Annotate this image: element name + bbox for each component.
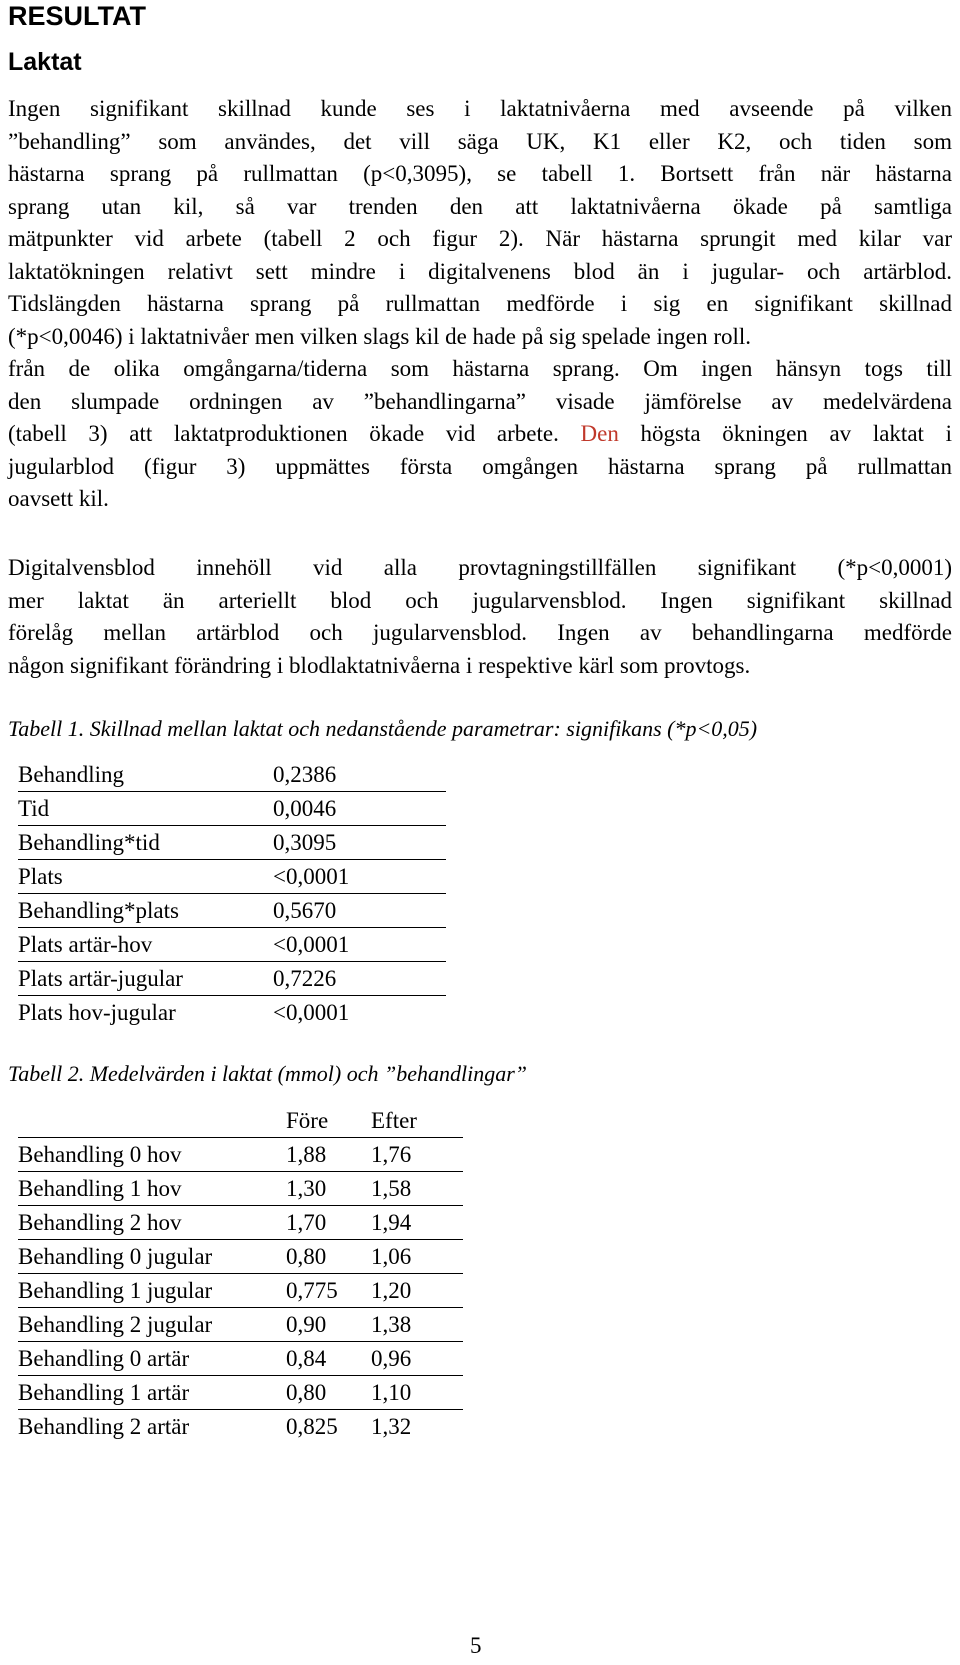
table-cell-before: 1,70	[286, 1206, 371, 1240]
table-cell-value: <0,0001	[273, 928, 446, 962]
table-cell-label: Tid	[18, 792, 273, 826]
subsection-heading: Laktat	[8, 48, 82, 76]
table-cell-label: Behandling 1 artär	[18, 1376, 286, 1410]
table-cell-label: Behandling	[18, 758, 273, 792]
table-cell-label: Behandling 1 jugular	[18, 1274, 286, 1308]
table-cell-after: 0,96	[371, 1342, 463, 1376]
significance-table	[18, 758, 446, 1029]
table-cell-label: Behandling*plats	[18, 894, 273, 928]
table-cell-label: Behandling 2 hov	[18, 1206, 286, 1240]
table-cell-label: Behandling 0 artär	[18, 1342, 286, 1376]
table-cell-label: Behandling 1 hov	[18, 1172, 286, 1206]
table-cell-value: 0,0046	[273, 792, 446, 826]
table-header-cell: Efter	[371, 1104, 463, 1138]
table-cell-label: Plats hov-jugular	[18, 1000, 176, 1025]
table-header-row	[18, 1104, 463, 1138]
table-cell-label: Behandling 2 jugular	[18, 1308, 286, 1342]
table-cell-before: 0,775	[286, 1274, 371, 1308]
table-cell-value: <0,0001	[273, 1000, 350, 1025]
paragraph-line: oavsett kil.	[8, 486, 109, 511]
paragraph-line: ”behandling” som användes, det vill säga UK, K1 eller K2, och tiden som	[8, 128, 952, 154]
paragraph-line: sprang utan kil, så var trenden den att laktatnivåerna ökade på samtliga	[8, 193, 952, 219]
paragraph-line: Tidslängden hästarna sprang på rullmattan medförde i sig en signifikant skillnad	[8, 291, 952, 316]
table-row	[18, 826, 446, 860]
table-cell-after: 1,32	[371, 1414, 412, 1439]
paragraph-segment	[559, 421, 952, 446]
paragraph-digital-vein	[8, 552, 952, 682]
paragraph-line: från de olika omgångarna/tiderna som hästarna sprang. Om ingen hänsyn togs till	[8, 356, 952, 381]
table-header-cell: Före	[286, 1104, 371, 1138]
table-cell-value: 0,5670	[273, 894, 446, 928]
table-cell-before: 0,80	[286, 1376, 371, 1410]
table2-caption: Tabell 2. Medelvärden i laktat (mmol) och ”behandlingar”	[8, 1061, 527, 1086]
table-row	[18, 996, 446, 1030]
table-cell-label: Plats artär-jugular	[18, 962, 273, 996]
paragraph-line: Ingen signifikant skillnad kunde ses i laktatnivåerna med avseende på vilken	[8, 96, 952, 121]
table-cell-label: Behandling 0 jugular	[18, 1240, 286, 1274]
table-cell-before: 1,30	[286, 1172, 371, 1206]
table-row	[18, 1410, 463, 1444]
table-row	[18, 894, 446, 928]
paragraph-line: hästarna sprang på rullmattan (p<0,3095), se tabell 1. Bortsett från när hästarna	[8, 161, 952, 186]
table-header-cell	[18, 1104, 286, 1138]
table-row	[18, 860, 446, 894]
paragraph-line-mixed	[8, 418, 952, 451]
paragraph-segment: (tabell 3) att laktatproduktionen ökade vid arbete.	[8, 421, 559, 446]
table-cell-value: 0,2386	[273, 758, 446, 792]
table-cell-label: Behandling*tid	[18, 826, 273, 860]
table-cell-before: 0,84	[286, 1342, 371, 1376]
table-row	[18, 1376, 463, 1410]
paragraph-results	[8, 93, 952, 516]
table-cell-after: 1,38	[371, 1308, 463, 1342]
table-cell-label: Behandling 2 artär	[18, 1414, 190, 1439]
table-cell-after: 1,76	[371, 1138, 463, 1172]
paragraph-line: mer laktat än arteriellt blod och jugularvensblod. Ingen signifikant skillnad	[8, 587, 952, 613]
table-cell-value: 0,3095	[273, 826, 446, 860]
section-heading: RESULTAT	[8, 1, 146, 31]
paragraph-segment-rest: högsta ökningen av laktat i	[618, 421, 952, 446]
table-row	[18, 1240, 463, 1274]
table-row	[18, 1342, 463, 1376]
paragraph-line: förelåg mellan artärblod och jugularvensblod. Ingen av behandlingarna medförde	[8, 620, 952, 645]
table-cell-value: 0,7226	[273, 962, 446, 996]
table-cell-before: 0,80	[286, 1240, 371, 1274]
table-row	[18, 1274, 463, 1308]
table-row	[18, 1138, 463, 1172]
paragraph-line: (*p<0,0046) i laktatnivåer men vilken slags kil de hade på sig spelade ingen roll.	[8, 323, 752, 349]
table-row	[18, 1172, 463, 1206]
table-cell-after: 1,10	[371, 1376, 463, 1410]
table-cell-label: Plats artär-hov	[18, 928, 273, 962]
paragraph-line: laktatökningen relativt sett mindre i digitalvenens blod än i jugular- och artärblod.	[8, 258, 952, 284]
table-cell-label: Behandling 0 hov	[18, 1138, 286, 1172]
table-cell-after: 1,20	[371, 1274, 463, 1308]
table-row	[18, 758, 446, 792]
table-cell-after: 1,06	[371, 1240, 463, 1274]
highlight-mark: Den	[558, 421, 619, 446]
table-cell-label: Plats	[18, 860, 273, 894]
table-row	[18, 1206, 463, 1240]
table1-caption: Tabell 1. Skillnad mellan laktat och nedanstående parametrar: signifikans (*p<0,05)	[8, 716, 758, 741]
means-table	[18, 1104, 463, 1443]
table-cell-after: 1,58	[371, 1172, 463, 1206]
table-cell-after: 1,94	[371, 1206, 463, 1240]
table-row	[18, 792, 446, 826]
table-cell-before: 0,90	[286, 1308, 371, 1342]
table-cell-value: <0,0001	[273, 860, 446, 894]
page-number: 5	[470, 1633, 482, 1658]
table-row	[18, 962, 446, 996]
paragraph-line: jugularblod (figur 3) uppmättes första omgången hästarna sprang på rullmattan	[8, 453, 952, 479]
table-cell-before: 0,825	[286, 1414, 338, 1439]
paragraph-line: den slumpade ordningen av ”behandlingarna” visade jämförelse av medelvärdena	[8, 388, 952, 414]
paragraph-line: någon signifikant förändring i blodlaktatnivåerna i respektive kärl som provtogs.	[8, 652, 751, 678]
table-cell-before: 1,88	[286, 1138, 371, 1172]
paragraph-line: Digitalvensblod innehöll vid alla provtagningstillfällen signifikant (*p<0,0001)	[8, 555, 952, 580]
table-row	[18, 928, 446, 962]
table-row	[18, 1308, 463, 1342]
paragraph-line: mätpunkter vid arbete (tabell 2 och figur 2). När hästarna sprungit med kilar var	[8, 226, 952, 251]
